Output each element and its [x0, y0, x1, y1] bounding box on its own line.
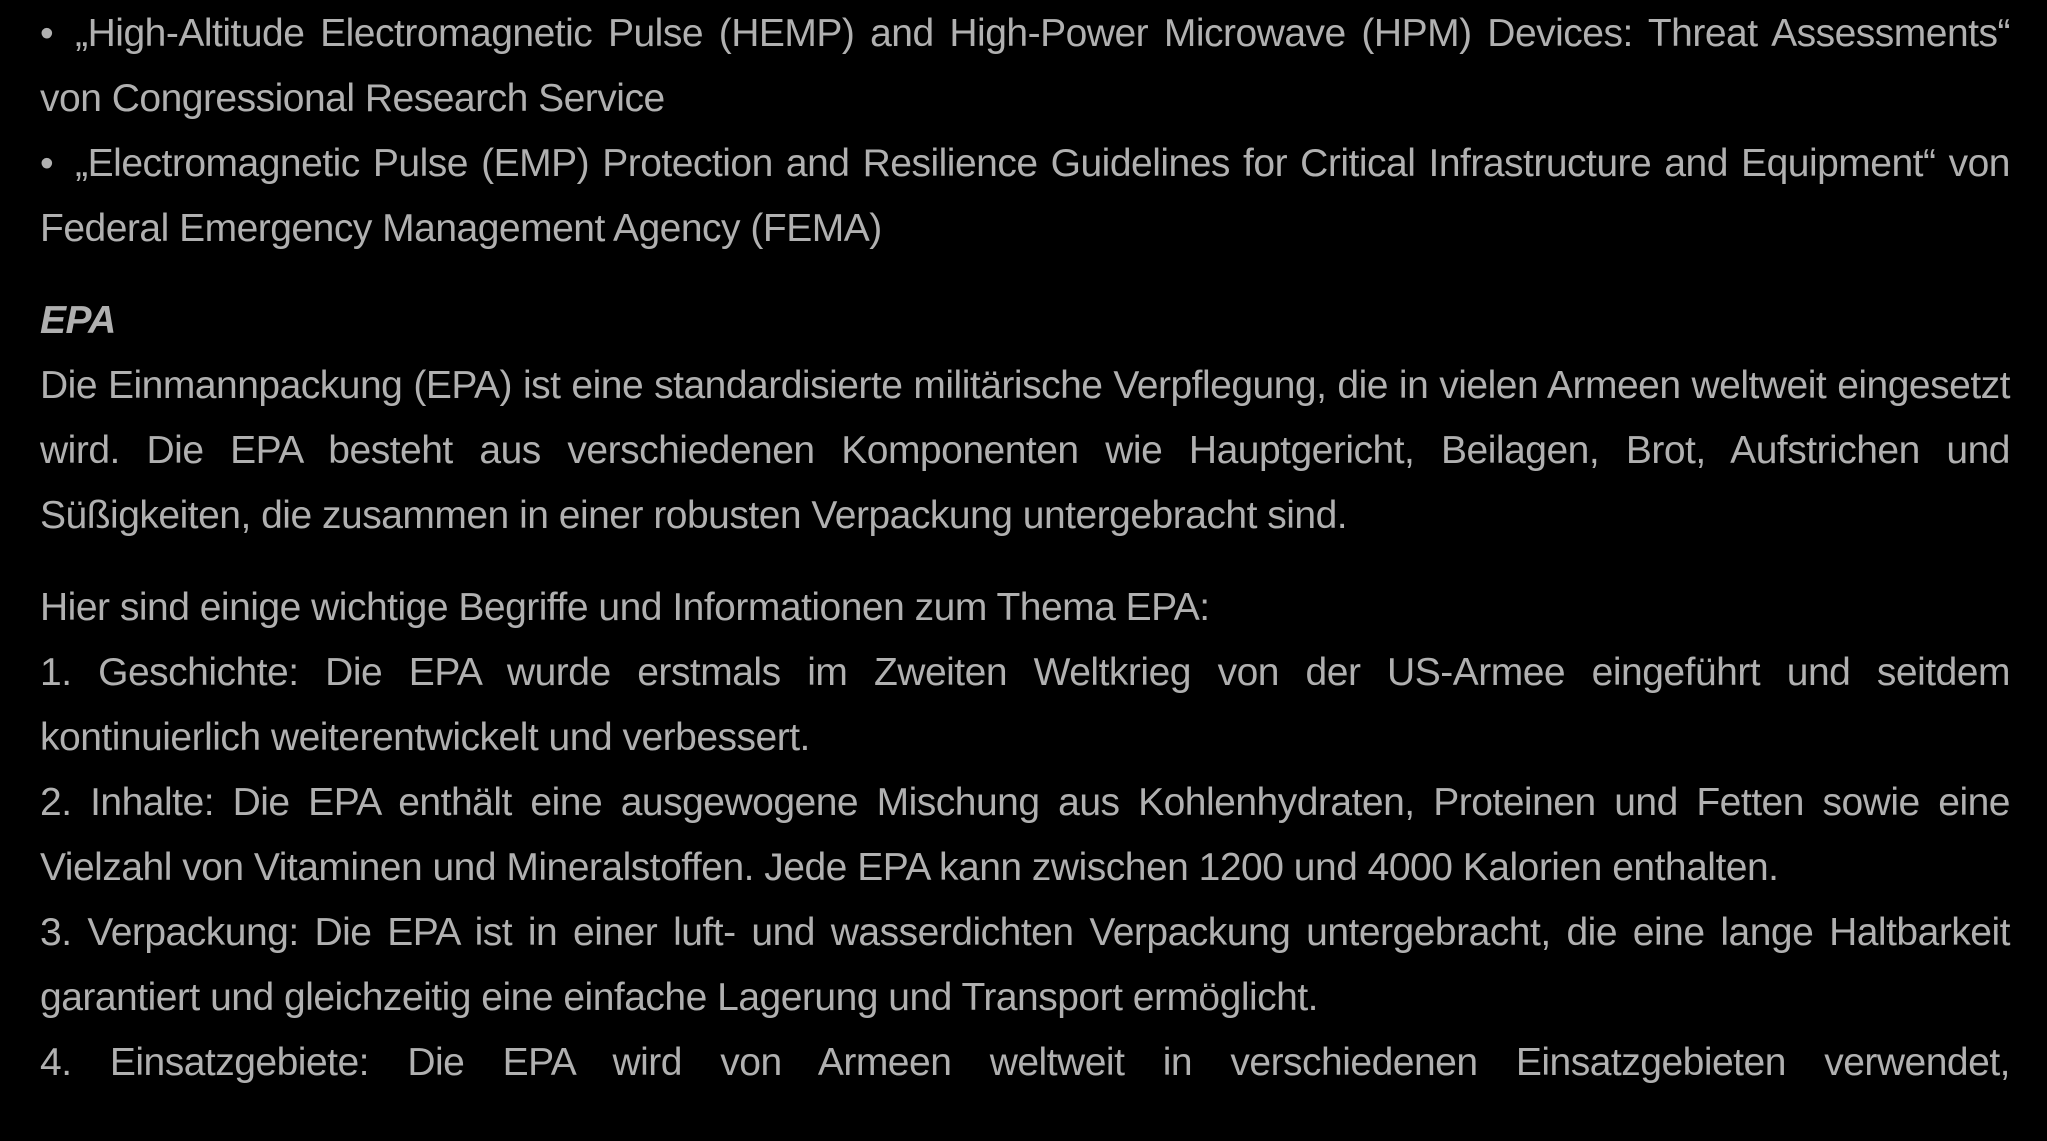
numbered-item: 2. Inhalte: Die EPA enthält eine ausgewogene Mischung aus Kohlenhydraten, Proteinen und Fetten sowie eine Vielzahl von Vitaminen und Mineralstoffen. Jede EPA kann zwischen 1200 und 4000 Kalorien enthalten. [40, 781, 2010, 889]
bullet-icon: • [40, 142, 54, 185]
bullet-icon: • [40, 12, 54, 55]
bullet-item-text: „Electromagnetic Pulse (EMP) Protection and Resilience Guidelines for Critical Infrastructure and Equipment“ von Federal Emergency Management Agency (FEMA) [40, 142, 2010, 250]
numbered-item: 1. Geschichte: Die EPA wurde erstmals im Zweiten Weltkrieg von der US-Armee eingeführt und seitdem kontinuierlich weiterentwickelt und verbessert. [40, 651, 2010, 759]
section-heading: EPA [40, 299, 116, 342]
bullet-item [40, 131, 2010, 261]
numbered-item-cut-off: 4. Einsatzgebiete: Die EPA wird von Armeen weltweit in verschiedenen Einsatzgebieten verwendet, [40, 1041, 2010, 1084]
paragraph: Die Einmannpackung (EPA) ist eine standardisierte militärische Verpflegung, die in vielen Armeen weltweit eingesetzt wird. Die EPA besteht aus verschiedenen Komponenten wie Hauptgericht, Beilagen, Brot, Aufstrichen und Süßigkeiten, die zusammen in einer robusten Verpackung untergebracht sind. [40, 364, 2010, 537]
numbered-item: 3. Verpackung: Die EPA ist in einer luft- und wasserdichten Verpackung untergebracht, die eine lange Haltbarkeit garantiert und gleichzeitig eine einfache Lagerung und Transport ermöglicht. [40, 911, 2010, 1019]
bullet-item-text: „High-Altitude Electromagnetic Pulse (HEMP) and High-Power Microwave (HPM) Devices: Threat Assessments“ von Congressional Research Service [40, 12, 2010, 120]
paragraph: Hier sind einige wichtige Begriffe und Informationen zum Thema EPA: [40, 586, 1210, 629]
bullet-item [40, 1, 2010, 131]
